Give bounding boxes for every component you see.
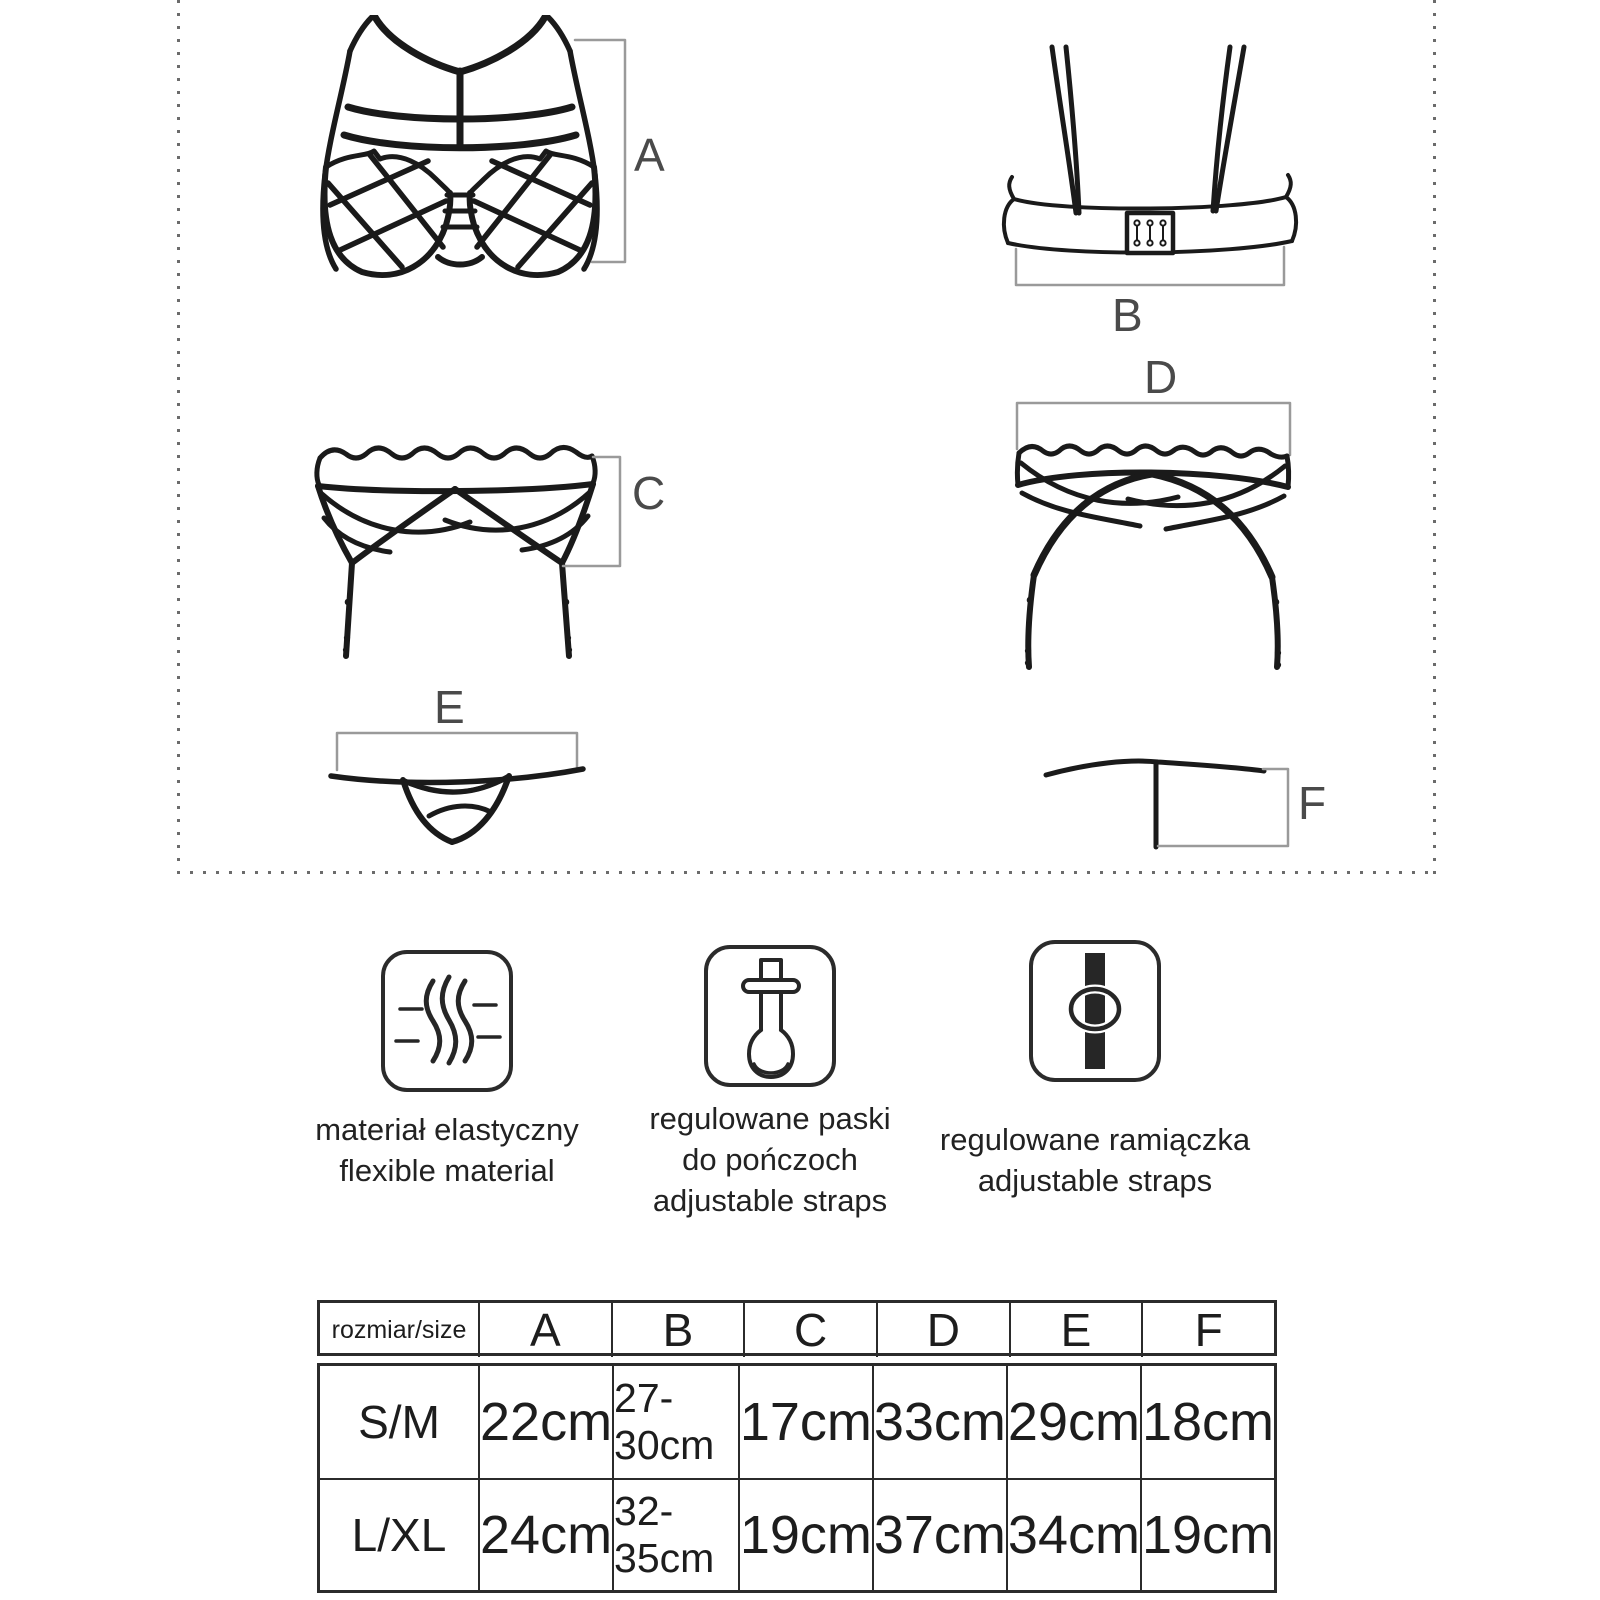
feature-caption-line: regulowane ramiączka	[939, 1122, 1251, 1157]
table-cell: 19cm	[1140, 1478, 1274, 1590]
size-table	[317, 1300, 1277, 1593]
table-cell: 18cm	[1140, 1366, 1274, 1478]
table-cell: 34cm	[1006, 1478, 1140, 1590]
size-table-header-cell: E	[1009, 1303, 1142, 1357]
dim-label-f: F	[1298, 777, 1328, 829]
size-table-header-cell: B	[611, 1303, 744, 1357]
table-cell: 17cm	[738, 1366, 872, 1478]
dimension-bracket-e	[337, 733, 577, 770]
bra-band-diagram	[990, 35, 1310, 305]
size-table-header-cell: rozmiar/size	[331, 1315, 467, 1344]
dim-label-b: B	[1112, 289, 1144, 341]
size-table-header-cell: D	[876, 1303, 1009, 1357]
table-cell: 27-30cm	[612, 1366, 738, 1478]
table-cell-size: L/XL	[320, 1478, 478, 1590]
dim-label-d: D	[1144, 351, 1179, 403]
dim-label-c: C	[632, 467, 667, 519]
garter-front-diagram	[290, 430, 630, 680]
table-cell: 37cm	[872, 1478, 1006, 1590]
diagram-panel-border-right	[1433, 0, 1436, 874]
table-cell: 32-35cm	[612, 1478, 738, 1590]
diagram-panel-border-left	[177, 0, 180, 874]
bra-right-cup	[470, 151, 596, 275]
size-table-header	[317, 1300, 1277, 1356]
table-cell: 33cm	[872, 1366, 1006, 1478]
hook-clasp	[1127, 213, 1173, 253]
feature-caption-line: adjustable straps	[977, 1162, 1213, 1198]
size-table-header-cell: C	[743, 1303, 876, 1357]
bra-front-diagram	[270, 15, 650, 295]
table-cell: 29cm	[1006, 1366, 1140, 1478]
table-cell: 19cm	[738, 1478, 872, 1590]
dim-label-e: E	[434, 681, 466, 733]
strap-diagram	[1030, 745, 1310, 860]
feature-caption-line: flexible material	[339, 1152, 555, 1188]
feature-shoulder-straps	[860, 940, 1330, 1202]
bra-left-cup	[325, 151, 451, 275]
feature-caption-line: regulowane paski	[649, 1101, 891, 1136]
feature-caption-line: materiał elastyczny	[315, 1112, 579, 1147]
dim-label-a: A	[634, 129, 666, 181]
size-table-header-cell: A	[478, 1303, 611, 1357]
garter-back-diagram	[1000, 395, 1300, 685]
dimension-bracket-f	[1158, 769, 1288, 846]
table-cell-size: S/M	[358, 1396, 440, 1448]
strap-slider-icon	[1029, 940, 1161, 1082]
feature-caption-line: adjustable straps	[652, 1182, 888, 1218]
wavy-lines-icon	[381, 950, 513, 1092]
size-table-body	[317, 1363, 1277, 1593]
feature-caption-line: do pończoch	[682, 1141, 858, 1177]
size-table-header-cell: F	[1141, 1303, 1274, 1357]
garter-clip-icon	[704, 945, 836, 1087]
table-cell: 22cm	[478, 1366, 612, 1478]
table-cell: 24cm	[478, 1478, 612, 1590]
diagram-panel-border-bottom	[177, 871, 1436, 874]
dimension-bracket-a	[575, 40, 625, 262]
